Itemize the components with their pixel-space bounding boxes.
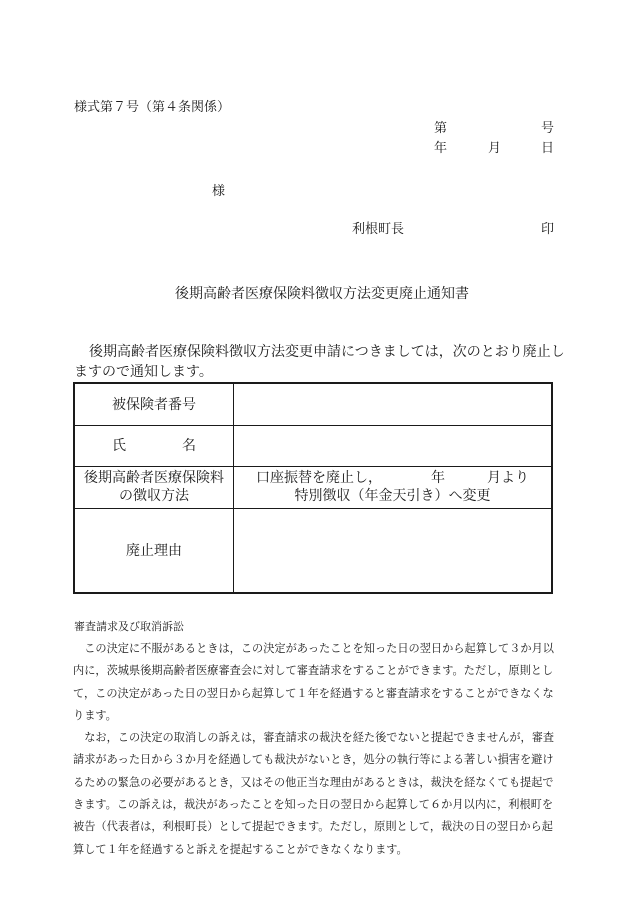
- date-day-label: 日: [541, 141, 555, 156]
- table-row-divider: [75, 466, 551, 467]
- notice-body: [73, 638, 563, 861]
- collection-method-label-line-2: の徴収方法: [119, 488, 189, 504]
- form-number: 様式第７号（第４条関係）: [74, 100, 231, 115]
- date-month-label: 月: [488, 141, 502, 156]
- insured-number-label: 被保険者番号: [112, 397, 196, 413]
- collection-method-label-line-1: 後期高齢者医療保険料: [84, 470, 224, 486]
- insured-number-field[interactable]: [234, 384, 551, 425]
- form-table: [73, 382, 553, 594]
- addressee-suffix: 様: [212, 184, 226, 199]
- name-field[interactable]: [234, 426, 551, 466]
- abolition-reason-label: 廃止理由: [126, 543, 182, 559]
- document-number-prefix: 第: [434, 121, 448, 136]
- date-year-label: 年: [434, 141, 448, 156]
- document-title: 後期高齢者医療保険料徴収方法変更廃止通知書: [175, 286, 469, 302]
- notice-paragraph-2: なお，この決定の取消しの訴えは，審査請求の裁決を経た後でないと提起できませんが，審査請求があった日から３か月を経過しても裁決がないとき，処分の執行等による著しい損害を避けるための緊急の必要があるとき，又はその他正当な理由があるときは，裁決を経なくても提起できます。この訴えは，裁決があったことを知った日の翌日から起算して６か月以内に，利根町を被告（代表者は，利根町長）として提起できます。ただし，原則として，裁決の日の翌日から起算して１年を経過すると訴えを提起することができなくなります。: [73, 731, 555, 856]
- abolition-reason-field[interactable]: [234, 509, 551, 594]
- name-label: 氏 名: [112, 438, 196, 454]
- issuer-name: 利根町長: [352, 222, 405, 237]
- collection-method-value-line-2: 特別徴収（年金天引き）へ変更: [294, 488, 491, 504]
- intro-line-1: 後期高齢者医療保険料徴収方法変更申請につきましては，次のとおり廃止し: [89, 344, 565, 360]
- notice-paragraph-1: この決定に不服があるときは，この決定があったことを知った日の翌日から起算して３か月以内に，茨城県後期高齢者医療審査会に対して審査請求をすることができます。ただし，原則として，この決定があった日の翌日から起算して１年を経過すると審査請求をすることができなくなります。: [73, 642, 554, 722]
- collection-method-value-line-1: 口座振替を廃止し， 年 月より: [256, 470, 529, 486]
- document-number-suffix: 号: [541, 121, 555, 136]
- intro-line-2: ますので通知します。: [74, 364, 213, 380]
- seal-mark: 印: [541, 222, 555, 237]
- notice-heading: 審査請求及び取消訴訟: [74, 620, 184, 633]
